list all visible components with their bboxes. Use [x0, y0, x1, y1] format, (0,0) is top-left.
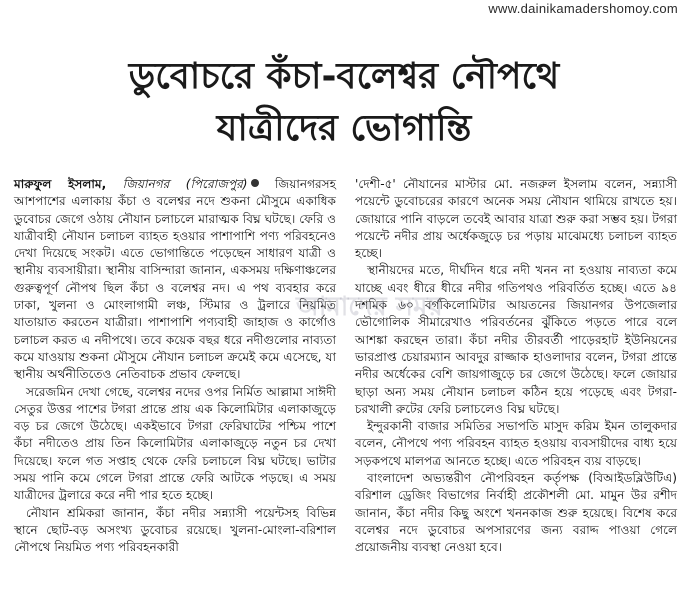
watermark-logo: আমাদের সময়: [296, 292, 443, 322]
byline-place: জিয়ানগর (পিরোজপুর): [122, 177, 248, 191]
article-paragraph: বাংলাদেশ অভ্যন্তরীণ নৌপরিবহন কর্তৃপক্ষ (বিআইডব্লিউটিএ) বরিশাল ড্রেজিং বিভাগের নির্বাহী প্রকৌশলী মো. মামুন উর রশীদ জানান, কঁচা নদীর কিছু অংশে খননকাজ শুরু হয়েছে। বিশেষ করে বলেশ্বর নদে ডুবোচর অপসারণের জন্য বরাদ্দ পাওয়া গেলে প্রয়োজনীয় ব্যবস্থা নেওয়া হবে।: [355, 471, 677, 555]
article-paragraph: ইন্দুরকানী বাজার সমিতির সভাপতি মাসুদ করিম ইমন তালুকদার বলেন, নৌপথে পণ্য পরিবহন ব্যাহত হওয়ায় ব্যবসায়ীদের বাধ্য হয়ে সড়কপথে মালপত্র আনতে হচ্ছে। এতে পরিবহন ব্যয় বাড়ছে।: [355, 419, 677, 468]
byline-bullet-icon: [251, 179, 259, 187]
headline-line-1: ডুবোচরে কঁচা-বলেশ্বর নৌপথে: [128, 56, 560, 97]
article-paragraph: স্থানীয়দের মতে, দীর্ঘদিন ধরে নদী খনন না হওয়ায় নাব্যতা কমে যাচ্ছে এবং ধীরে ধীরে নদীর গতিপথও পরিবর্তিত হচ্ছে। এতে ৯৪ দশমিক ৬০ বর্গকিলোমিটার আয়তনের জিয়ানগর উপজেলার ভৌগোলিক সীমারেখাও পরিবর্তনের ঝুঁকিতে পড়তে পারে বলে আশঙ্কা করছেন তারা। কঁচা নদীর তীরবর্তী পাড়েরহাট ইউনিয়নের ভারপ্রাপ্ত চেয়ারম্যান আবদুর রাজ্জাক হাওলাদার বলেন, টগরা প্রান্তে নদীর অর্ধেকের বেশি জায়গাজুড়ে চর জেগে উঠেছে। ফলে জোয়ার ছাড়া অন্য সময় নৌযান চলাচল কঠিন হয়ে পড়েছে এবং টগরা-চরখালী রুটের ফেরি চলাচলেও বিঘ্ন ঘটছে।: [355, 263, 677, 416]
article-column-left: [14, 176, 336, 557]
article-paragraph: নৌযান শ্রমিকরা জানান, কঁচা নদীর সন্ন্যাসী পয়েন্টসহ বিভিন্ন স্থানে ছোট-বড় অসংখ্য ডুবোচর রয়েছে। খুলনা-মোংলা-বরিশাল নৌপথে নিয়মিত পণ্য পরিবহনকারী: [14, 505, 336, 555]
site-url: www.dainikamadershomoy.com: [488, 1, 678, 16]
byline-name: মারুফুল ইসলাম,: [14, 177, 107, 191]
article-column-right: [355, 176, 677, 557]
article-paragraph: 'দেশী-৫' নৌযানের মাস্টার মো. নজরুল ইসলাম বলেন, সন্ন্যাসী পয়েন্টে ডুবোচরের কারণে অনেক সময় নৌযান থামিয়ে রাখতে হয়। জোয়ারে পানি বাড়লে তবেই আবার যাত্রা শুরু করা সম্ভব হয়। টগরা পয়েন্টে নদীর প্রায় অর্ধেকজুড়ে চর পড়ায় মাঝেমধ্যে চলাচল ব্যাহত হচ্ছে।: [355, 177, 677, 261]
byline-paragraph: [14, 176, 336, 384]
headline-line-2: যাত্রীদের ভোগান্তি: [216, 108, 472, 149]
article-paragraph: জিয়ানগরসহ আশপাশের এলাকায় কঁচা ও বলেশ্বর নদে শুকনা মৌসুমে একাধিক ডুবোচর জেগে ওঠায় নৌযান চলাচলে মারাত্মক বিঘ্ন ঘটছে। ফেরি ও যাত্রীবাহী নৌযান চলাচল ব্যাহত হওয়ার পাশাপাশি পণ্য পরিবহনেও দেখা দিয়েছে সংকট। এতে ভোগান্তিতে পড়েছেন সাধারণ যাত্রী ও স্থানীয় ব্যবসায়ীরা। স্থানীয় বাসিন্দারা জানান, একসময় দক্ষিণাঞ্চলের গুরুত্বপূর্ণ নৌপথ ছিল কঁচা ও বলেশ্বর নদ। এ পথ ব্যবহার করে ঢাকা, খুলনা ও মোংলাগামী লঞ্চ, স্টিমার ও ট্রলারে নিয়মিত যাতায়াত করতেন যাত্রীরা। পাশাপাশি পণ্যবাহী জাহাজ ও কার্গোও চলাচল করত এ নদীপথে। তবে কয়েক বছর ধরে নদীগুলোর নাব্যতা কমে যাওয়ায় শুকনা মৌসুমে নৌযান চলাচল ক্রমেই কমে এসেছে, যা স্থানীয় অর্থনীতিতেও নেতিবাচক প্রভাব ফেলছে।: [14, 177, 336, 382]
article-paragraph: সরেজমিন দেখা গেছে, বলেশ্বর নদের ওপর নির্মিত আল্লামা সাঈদী সেতুর উত্তর পাশের টগরা প্রান্তে প্রায় এক কিলোমিটার এলাকাজুড়ে বড় চর জেগে উঠেছে। একইভাবে টগরা ফেরিঘাটের পশ্চিম পাশে কঁচা নদীতেও প্রায় তিন কিলোমিটার এলাকাজুড়ে নতুন চর দেখা দিয়েছে। ফলে গত সপ্তাহ থেকে ফেরি চলাচলে বিঘ্ন ঘটছে। ভাটার সময় পানি কমে গেলে টগরা প্রান্তে ফেরি আটকে পড়ছে। এ সময় যাত্রীদের ট্রলারে করে নদী পার হতে হচ্ছে।: [14, 384, 336, 503]
